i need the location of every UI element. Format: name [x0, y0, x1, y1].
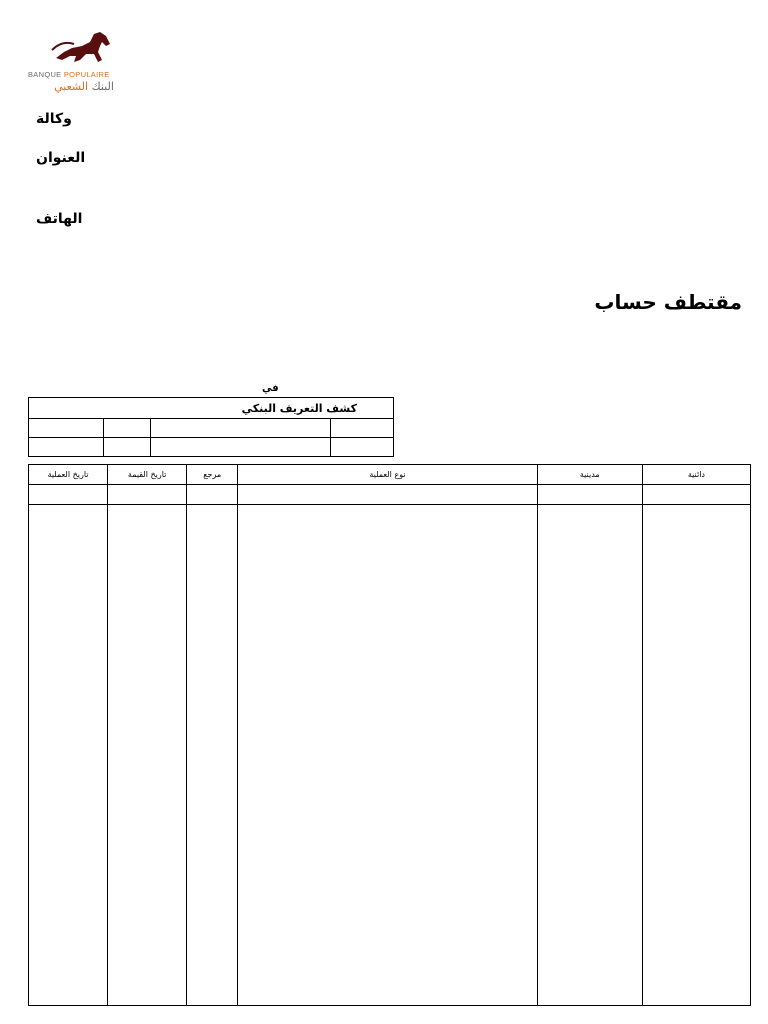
phone-label: الهاتف [36, 211, 83, 227]
table-cell[interactable] [108, 485, 187, 505]
bank-id-cell[interactable] [29, 419, 104, 438]
table-cell[interactable] [29, 485, 108, 505]
table-cell[interactable] [537, 505, 642, 1006]
bank-id-cell[interactable] [104, 438, 151, 457]
statement-table [28, 464, 751, 1006]
table-cell[interactable] [187, 505, 238, 1006]
bank-id-cell[interactable] [330, 438, 393, 457]
table-cell[interactable] [238, 485, 537, 505]
bank-id-heading: كشف التعريف البنكي [29, 398, 394, 419]
table-cell[interactable] [29, 505, 108, 1006]
table-cell[interactable] [238, 505, 537, 1006]
bank-logo [28, 30, 136, 100]
bank-id-cell[interactable] [151, 419, 330, 438]
horse-icon [48, 30, 118, 72]
table-cell[interactable] [642, 485, 750, 505]
col-credit: دائنية [642, 465, 750, 485]
table-cell[interactable] [537, 485, 642, 505]
col-operation-type: نوع العملية [238, 465, 537, 485]
logo-latin-text: BANQUE POPULAIRE [28, 70, 110, 79]
table-row [29, 485, 751, 505]
col-operation-date: تاريخ العملية [29, 465, 108, 485]
col-reference: مرجع [187, 465, 238, 485]
table-body-row [29, 505, 751, 1006]
bank-id-table [28, 397, 394, 457]
col-debit: مدينية [537, 465, 642, 485]
table-cell[interactable] [187, 485, 238, 505]
bank-id-cell[interactable] [330, 419, 393, 438]
logo-arabic-text: البنك الشعبي [54, 80, 114, 93]
bank-id-cell[interactable] [104, 419, 151, 438]
bank-id-cell[interactable] [29, 438, 104, 457]
agency-label: وكالة [36, 111, 72, 127]
statement-header-row [29, 465, 751, 485]
bank-id-cell[interactable] [151, 438, 330, 457]
col-value-date: تاريخ القيمة [108, 465, 187, 485]
document-title: مقتطف حساب [594, 290, 742, 314]
bank-id-caption: في [262, 383, 279, 394]
address-label: العنوان [36, 150, 86, 166]
table-cell[interactable] [642, 505, 750, 1006]
table-cell[interactable] [108, 505, 187, 1006]
